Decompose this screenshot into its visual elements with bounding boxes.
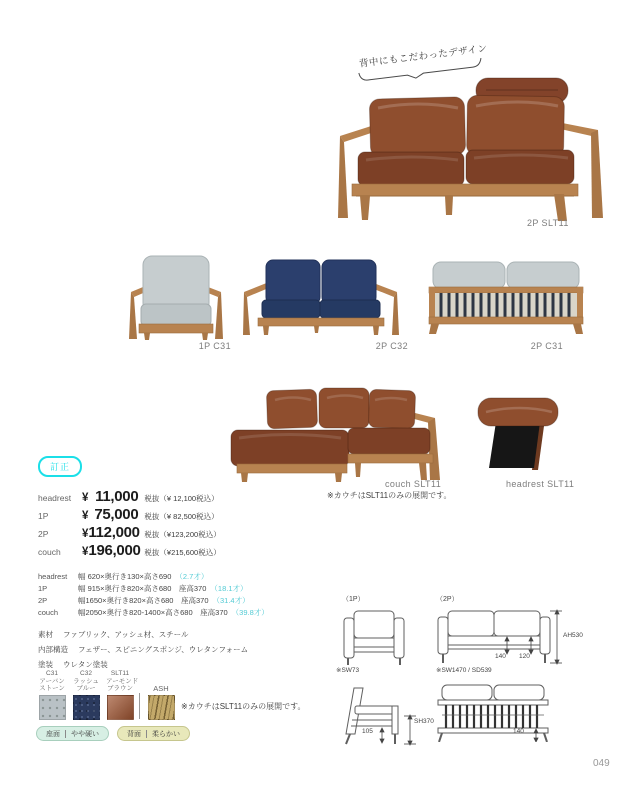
back-feel-value: 柔らかい	[152, 730, 180, 738]
spec-label: 内部構造	[38, 645, 68, 654]
swatch-divider	[139, 693, 140, 719]
price-item: headrest	[38, 493, 72, 503]
swatch-name: アーモンド	[106, 677, 139, 685]
swatch-name: ブラウン	[107, 685, 133, 692]
dimension-item: 1P	[38, 584, 48, 593]
price-item: couch	[38, 547, 61, 557]
price-row	[38, 488, 318, 505]
dimension-item: 2P	[38, 596, 48, 605]
dimension-volume: （2.7才）	[175, 572, 209, 581]
price-row	[38, 506, 318, 523]
swatch-code: SLT11	[110, 670, 130, 677]
drawing-front-dim-140: 140	[495, 653, 506, 660]
spec-label: 素材	[38, 630, 53, 639]
price-amount: 75,000	[94, 506, 139, 523]
drawing-dim-sh370: SH370	[414, 718, 434, 725]
dimension-item: headrest	[38, 572, 68, 581]
sofa-2p-c31-back-photo	[421, 260, 591, 334]
sofa-2p-c32-photo	[242, 256, 400, 336]
drawing-side-view	[342, 686, 422, 746]
dimension-size: 幅 915×奥行き820×高さ680 座高370	[78, 584, 207, 593]
swatch-name: ブルー	[76, 685, 96, 692]
drawing-back-dim-140: 140	[513, 728, 524, 735]
spec-value: ファブリック、アッシュ材、スチール	[63, 630, 189, 639]
swatch-c31	[38, 670, 66, 720]
swatch-code: ASH	[153, 684, 169, 693]
armchair-1p-c31-photo	[127, 252, 225, 340]
price-tax-note: 税抜（¥ 12,100税込）	[144, 494, 219, 503]
couch-note: ※カウチはSLT11のみの展開です。	[327, 491, 452, 500]
headrest-slt11-photo	[476, 392, 560, 472]
price-row	[38, 524, 318, 541]
dimension-volume: （31.4才）	[212, 596, 250, 605]
price-item: 1P	[38, 511, 49, 521]
sofa-2p-slt11-label: 2P SLT11	[527, 218, 569, 228]
spec-value: フェザー、スピニングスポンジ、ウレタンフォーム	[78, 645, 249, 654]
dimension-row	[38, 571, 338, 582]
drawing-2p-code: ※SW1470 / SD539	[436, 667, 492, 674]
price-row	[38, 542, 318, 559]
seat-feel-pill	[36, 726, 109, 741]
swatch-name: ストーン	[39, 685, 65, 692]
page-number: 049	[593, 758, 610, 769]
dimension-row	[38, 607, 338, 618]
swatch-name: アーバン	[39, 677, 65, 685]
dimension-row	[38, 595, 338, 606]
spec-value: ウレタン塗装	[63, 660, 108, 669]
armchair-1p-c31-label: 1P C31	[198, 341, 231, 351]
drawing-1p-code: ※SW73	[336, 667, 360, 674]
pill-separator	[146, 730, 147, 738]
swatch-code: C32	[80, 670, 92, 677]
dimension-volume: （39.8才）	[231, 608, 269, 617]
price-currency: ¥	[82, 510, 89, 522]
price-tax-note: 税抜（¥ 82,500税込）	[144, 512, 219, 521]
swatch-code: C31	[46, 670, 58, 677]
drawing-side-dim-105: 105	[362, 728, 373, 735]
dimension-size: 幅 620×奥行き130×高さ690	[78, 572, 172, 581]
spec-row	[38, 644, 248, 655]
sofa-2p-slt11-photo	[326, 74, 613, 222]
swatch-note: ※カウチはSLT11のみの展開です。	[181, 702, 306, 711]
correction-badge: 訂正	[38, 456, 82, 477]
couch-slt11-label: couch SLT11	[385, 479, 442, 489]
price-currency: ¥	[82, 546, 89, 558]
seat-feel-value: やや硬い	[71, 730, 99, 738]
swatch-chip-ash	[148, 695, 175, 720]
spec-row	[38, 659, 108, 670]
drawing-2p-title: （2P）	[436, 596, 459, 603]
drawing-1p-front	[342, 608, 406, 666]
price-tax-note: 税抜（¥215,600税込）	[144, 548, 221, 557]
swatch-slt11	[106, 670, 139, 720]
price-amount: 112,000	[88, 524, 140, 541]
price-amount: 196,000	[88, 542, 141, 559]
price-item: 2P	[38, 529, 49, 539]
drawing-dim-ah530: AH530	[563, 632, 583, 639]
swatch-chip-c32	[73, 695, 100, 720]
spec-label: 塗装	[38, 660, 53, 669]
back-feel-pill	[117, 726, 190, 741]
swatch-name: ラッシュ	[73, 677, 99, 685]
headrest-slt11-label: headrest SLT11	[506, 479, 575, 489]
drawing-front-dim-120: 120	[519, 653, 530, 660]
drawing-1p-title: （1P）	[342, 596, 365, 603]
price-currency: ¥	[82, 528, 89, 540]
hero-callout-text: 背中にもこだわったデザイン	[358, 43, 489, 70]
dimension-row	[38, 583, 338, 594]
dimension-volume: （18.1才）	[210, 584, 248, 593]
pill-separator	[65, 730, 66, 738]
couch-slt11-photo	[227, 380, 442, 482]
dimension-size: 幅1650×奥行き820×高さ680 座高370	[78, 596, 209, 605]
sofa-2p-c32-label: 2P C32	[375, 341, 408, 351]
dimension-item: couch	[38, 608, 59, 617]
sofa-2p-c31-back-label: 2P C31	[530, 341, 563, 351]
swatch-chip-c31	[39, 695, 66, 720]
swatch-c32	[72, 670, 100, 720]
seat-feel-label: 座面	[46, 730, 60, 738]
back-feel-label: 背面	[127, 730, 141, 738]
price-currency: ¥	[82, 492, 89, 504]
spec-row	[38, 629, 188, 640]
price-tax-note: 税抜（¥123,200税込）	[144, 530, 221, 539]
dimension-size: 幅2050×奥行き820-1400×高さ680 座高370	[78, 608, 228, 617]
swatch-ash	[147, 670, 175, 720]
price-amount: 11,000	[95, 488, 139, 505]
swatch-chip-slt11	[107, 695, 134, 720]
drawing-back-view	[436, 684, 558, 742]
